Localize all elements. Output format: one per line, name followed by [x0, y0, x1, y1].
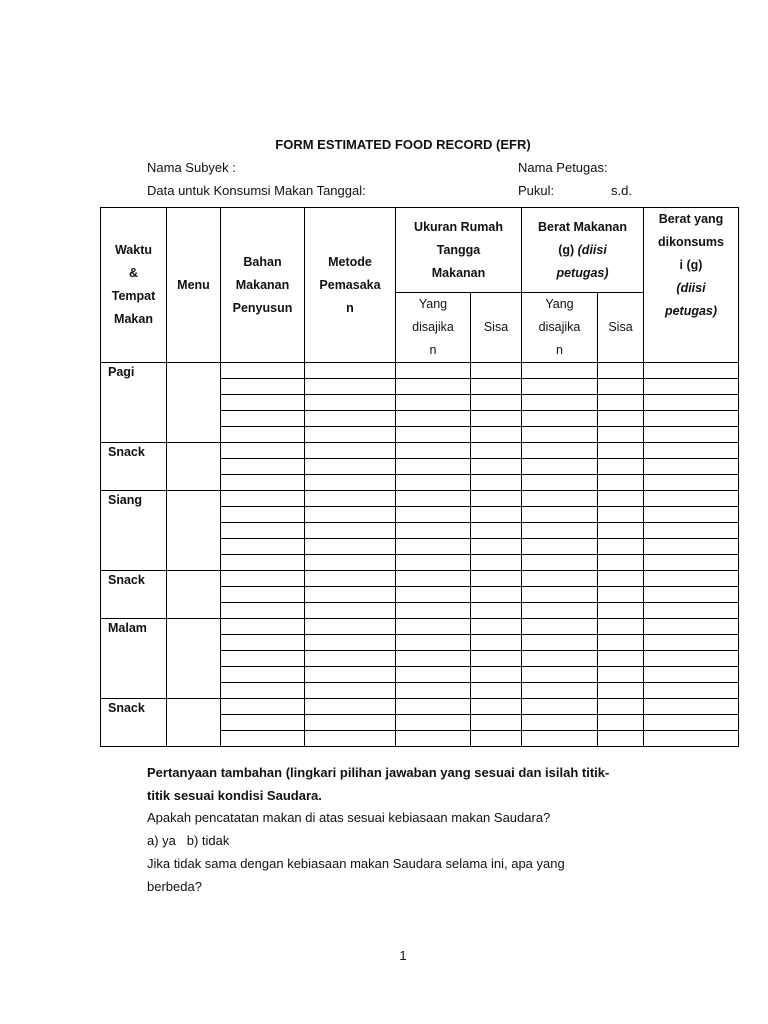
entry-cell[interactable] — [471, 427, 522, 443]
entry-cell[interactable] — [471, 379, 522, 395]
entry-cell[interactable] — [305, 459, 396, 475]
entry-cell[interactable] — [522, 427, 598, 443]
entry-cell[interactable] — [644, 651, 739, 667]
meal-slot-label: Malam — [101, 619, 167, 699]
menu-cell[interactable] — [167, 443, 221, 491]
entry-cell[interactable] — [396, 491, 471, 507]
entry-cell[interactable] — [598, 619, 644, 635]
entry-cell[interactable] — [221, 523, 305, 539]
entry-cell[interactable] — [644, 491, 739, 507]
entry-cell[interactable] — [221, 715, 305, 731]
entry-cell[interactable] — [221, 699, 305, 715]
entry-cell[interactable] — [644, 411, 739, 427]
entry-cell[interactable] — [598, 475, 644, 491]
meal-slot-label: Snack — [101, 699, 167, 747]
entry-cell[interactable] — [305, 411, 396, 427]
entry-cell[interactable] — [396, 571, 471, 587]
entry-cell[interactable] — [221, 603, 305, 619]
entry-cell[interactable] — [644, 523, 739, 539]
entry-cell[interactable] — [598, 411, 644, 427]
header-metode: Metode Pemasaka n — [305, 208, 396, 363]
entry-cell[interactable] — [471, 587, 522, 603]
entry-cell[interactable] — [396, 683, 471, 699]
entry-cell[interactable] — [305, 651, 396, 667]
entry-cell[interactable] — [598, 667, 644, 683]
entry-cell[interactable] — [305, 427, 396, 443]
entry-cell[interactable] — [471, 411, 522, 427]
header-urt-disajikan: Yang disajika n — [396, 293, 471, 363]
entry-cell[interactable] — [598, 539, 644, 555]
meal-slot-label: Snack — [101, 443, 167, 491]
entry-cell[interactable] — [305, 619, 396, 635]
entry-cell[interactable] — [471, 459, 522, 475]
entry-cell[interactable] — [396, 619, 471, 635]
entry-cell[interactable] — [221, 619, 305, 635]
entry-cell[interactable] — [221, 635, 305, 651]
entry-cell[interactable] — [471, 523, 522, 539]
entry-cell[interactable] — [396, 603, 471, 619]
entry-cell[interactable] — [396, 363, 471, 379]
entry-cell[interactable] — [305, 603, 396, 619]
entry-cell[interactable] — [598, 651, 644, 667]
entry-cell[interactable] — [522, 699, 598, 715]
question-1: Apakah pencatatan makan di atas sesuai kebiasaan makan Saudara? — [147, 810, 551, 825]
option-a[interactable]: a) ya — [147, 833, 176, 848]
entry-cell[interactable] — [221, 507, 305, 523]
entry-cell[interactable] — [644, 443, 739, 459]
entry-cell[interactable] — [305, 491, 396, 507]
entry-cell[interactable] — [598, 635, 644, 651]
efr-table — [100, 207, 739, 747]
table-row — [101, 491, 739, 507]
entry-cell[interactable] — [221, 475, 305, 491]
entry-cell[interactable] — [471, 555, 522, 571]
entry-cell[interactable] — [221, 651, 305, 667]
entry-cell[interactable] — [522, 459, 598, 475]
entry-cell[interactable] — [221, 395, 305, 411]
meal-slot-label: Snack — [101, 571, 167, 619]
entry-cell[interactable] — [644, 475, 739, 491]
sd-label: s.d. — [611, 183, 632, 198]
entry-cell[interactable] — [396, 443, 471, 459]
entry-cell[interactable] — [396, 731, 471, 747]
entry-cell[interactable] — [471, 603, 522, 619]
entry-cell[interactable] — [305, 475, 396, 491]
entry-cell[interactable] — [305, 363, 396, 379]
header-berat-disajikan: Yang disajika n — [522, 293, 598, 363]
entry-cell[interactable] — [598, 523, 644, 539]
entry-cell[interactable] — [598, 571, 644, 587]
entry-cell[interactable] — [305, 635, 396, 651]
entry-cell[interactable] — [598, 379, 644, 395]
entry-cell[interactable] — [221, 363, 305, 379]
entry-cell[interactable] — [221, 379, 305, 395]
entry-cell[interactable] — [471, 619, 522, 635]
entry-cell[interactable] — [644, 555, 739, 571]
entry-cell[interactable] — [522, 731, 598, 747]
entry-cell[interactable] — [396, 555, 471, 571]
entry-cell[interactable] — [396, 715, 471, 731]
menu-cell[interactable] — [167, 699, 221, 747]
entry-cell[interactable] — [644, 667, 739, 683]
entry-cell[interactable] — [396, 475, 471, 491]
entry-cell[interactable] — [305, 667, 396, 683]
entry-cell[interactable] — [598, 715, 644, 731]
entry-cell[interactable] — [471, 683, 522, 699]
entry-cell[interactable] — [522, 379, 598, 395]
entry-cell[interactable] — [471, 635, 522, 651]
header-berat-dikonsumsi: Berat yang dikonsums i (g) (diisi petugas) — [644, 208, 739, 363]
entry-cell[interactable] — [522, 619, 598, 635]
entry-cell[interactable] — [305, 507, 396, 523]
entry-cell[interactable] — [305, 715, 396, 731]
meal-slot-label: Siang — [101, 491, 167, 571]
entry-cell[interactable] — [221, 683, 305, 699]
entry-cell[interactable] — [644, 603, 739, 619]
entry-cell[interactable] — [598, 507, 644, 523]
entry-cell[interactable] — [221, 571, 305, 587]
entry-cell[interactable] — [305, 379, 396, 395]
entry-cell[interactable] — [471, 507, 522, 523]
entry-cell[interactable] — [522, 395, 598, 411]
entry-cell[interactable] — [598, 587, 644, 603]
entry-cell[interactable] — [471, 395, 522, 411]
entry-cell[interactable] — [305, 539, 396, 555]
entry-cell[interactable] — [396, 459, 471, 475]
entry-cell[interactable] — [522, 363, 598, 379]
entry-cell[interactable] — [644, 459, 739, 475]
entry-cell[interactable] — [471, 571, 522, 587]
nama-subyek-label: Nama Subyek : — [147, 160, 236, 175]
entry-cell[interactable] — [471, 443, 522, 459]
entry-cell[interactable] — [396, 411, 471, 427]
entry-cell[interactable] — [305, 571, 396, 587]
question-heading-line2: titik sesuai kondisi Saudara. — [147, 788, 322, 803]
table-row — [101, 363, 739, 379]
entry-cell[interactable] — [522, 571, 598, 587]
entry-cell[interactable] — [305, 683, 396, 699]
entry-cell[interactable] — [396, 379, 471, 395]
entry-cell[interactable] — [522, 667, 598, 683]
entry-cell[interactable] — [305, 555, 396, 571]
header-menu: Menu — [167, 208, 221, 363]
entry-cell[interactable] — [644, 427, 739, 443]
entry-cell[interactable] — [305, 523, 396, 539]
entry-cell[interactable] — [221, 411, 305, 427]
data-tanggal-label: Data untuk Konsumsi Makan Tanggal: — [147, 183, 366, 198]
entry-cell[interactable] — [221, 587, 305, 603]
menu-cell[interactable] — [167, 571, 221, 619]
entry-cell[interactable] — [221, 427, 305, 443]
entry-cell[interactable] — [644, 571, 739, 587]
entry-cell[interactable] — [221, 539, 305, 555]
entry-cell[interactable] — [221, 731, 305, 747]
entry-cell[interactable] — [471, 731, 522, 747]
entry-cell[interactable] — [522, 683, 598, 699]
entry-cell[interactable] — [522, 507, 598, 523]
header-berat-makanan: Berat Makanan (g) (diisi petugas) — [522, 208, 644, 293]
entry-cell[interactable] — [598, 683, 644, 699]
entry-cell[interactable] — [471, 651, 522, 667]
entry-cell[interactable] — [305, 395, 396, 411]
entry-cell[interactable] — [471, 667, 522, 683]
table-row — [101, 571, 739, 587]
entry-cell[interactable] — [598, 459, 644, 475]
entry-cell[interactable] — [598, 491, 644, 507]
entry-cell[interactable] — [644, 395, 739, 411]
entry-cell[interactable] — [644, 619, 739, 635]
entry-cell[interactable] — [598, 395, 644, 411]
entry-cell[interactable] — [644, 363, 739, 379]
entry-cell[interactable] — [471, 715, 522, 731]
page-number: 1 — [399, 948, 407, 963]
entry-cell[interactable] — [522, 651, 598, 667]
entry-cell[interactable] — [522, 603, 598, 619]
entry-cell[interactable] — [644, 587, 739, 603]
entry-cell[interactable] — [522, 411, 598, 427]
entry-cell[interactable] — [598, 699, 644, 715]
entry-cell[interactable] — [471, 475, 522, 491]
entry-cell[interactable] — [396, 651, 471, 667]
entry-cell[interactable] — [644, 699, 739, 715]
entry-cell[interactable] — [396, 395, 471, 411]
entry-cell[interactable] — [471, 491, 522, 507]
entry-cell[interactable] — [522, 443, 598, 459]
option-b[interactable]: b) tidak — [186, 833, 230, 848]
entry-cell[interactable] — [598, 603, 644, 619]
entry-cell[interactable] — [644, 379, 739, 395]
entry-cell[interactable] — [644, 539, 739, 555]
form-title: FORM ESTIMATED FOOD RECORD (EFR) — [275, 137, 531, 152]
header-berat-sisa: Sisa — [598, 293, 644, 363]
menu-cell[interactable] — [167, 619, 221, 699]
entry-cell[interactable] — [522, 539, 598, 555]
question-1-options — [147, 829, 229, 852]
entry-cell[interactable] — [305, 443, 396, 459]
table-row — [101, 619, 739, 635]
entry-cell[interactable] — [522, 491, 598, 507]
entry-cell[interactable] — [471, 539, 522, 555]
menu-cell[interactable] — [167, 363, 221, 443]
entry-cell[interactable] — [396, 507, 471, 523]
nama-petugas-label: Nama Petugas: — [518, 160, 608, 175]
entry-cell[interactable] — [522, 587, 598, 603]
entry-cell[interactable] — [221, 667, 305, 683]
entry-cell[interactable] — [396, 635, 471, 651]
entry-cell[interactable] — [221, 555, 305, 571]
entry-cell[interactable] — [305, 587, 396, 603]
header-urt: Ukuran Rumah Tangga Makanan — [396, 208, 522, 293]
entry-cell[interactable] — [522, 635, 598, 651]
entry-cell[interactable] — [305, 731, 396, 747]
question-2-line1: Jika tidak sama dengan kebiasaan makan Saudara selama ini, apa yang — [147, 856, 565, 871]
entry-cell[interactable] — [221, 443, 305, 459]
entry-cell[interactable] — [644, 731, 739, 747]
header-bahan: Bahan Makanan Penyusun — [221, 208, 305, 363]
entry-cell[interactable] — [221, 491, 305, 507]
entry-cell[interactable] — [598, 443, 644, 459]
entry-cell[interactable] — [644, 715, 739, 731]
entry-cell[interactable] — [396, 427, 471, 443]
menu-cell[interactable] — [167, 491, 221, 571]
entry-cell[interactable] — [598, 731, 644, 747]
entry-cell[interactable] — [522, 523, 598, 539]
entry-cell[interactable] — [471, 363, 522, 379]
header-waktu: Waktu & Tempat Makan — [101, 208, 167, 363]
meal-slot-label: Pagi — [101, 363, 167, 443]
entry-cell[interactable] — [644, 507, 739, 523]
header-urt-sisa: Sisa — [471, 293, 522, 363]
entry-cell[interactable] — [522, 475, 598, 491]
entry-cell[interactable] — [396, 667, 471, 683]
entry-cell[interactable] — [644, 683, 739, 699]
entry-cell[interactable] — [522, 555, 598, 571]
entry-cell[interactable] — [471, 699, 522, 715]
entry-cell[interactable] — [598, 427, 644, 443]
question-heading-line1: Pertanyaan tambahan (lingkari pilihan jawaban yang sesuai dan isilah titik- — [147, 765, 610, 780]
table-row — [101, 699, 739, 715]
entry-cell[interactable] — [305, 699, 396, 715]
entry-cell[interactable] — [396, 699, 471, 715]
entry-cell[interactable] — [396, 539, 471, 555]
pukul-label: Pukul: — [518, 183, 555, 198]
table-row — [101, 443, 739, 459]
question-2-line2: berbeda? — [147, 879, 202, 894]
entry-cell[interactable] — [598, 363, 644, 379]
entry-cell[interactable] — [221, 459, 305, 475]
entry-cell[interactable] — [522, 715, 598, 731]
entry-cell[interactable] — [644, 635, 739, 651]
entry-cell[interactable] — [598, 555, 644, 571]
entry-cell[interactable] — [396, 587, 471, 603]
entry-cell[interactable] — [396, 523, 471, 539]
